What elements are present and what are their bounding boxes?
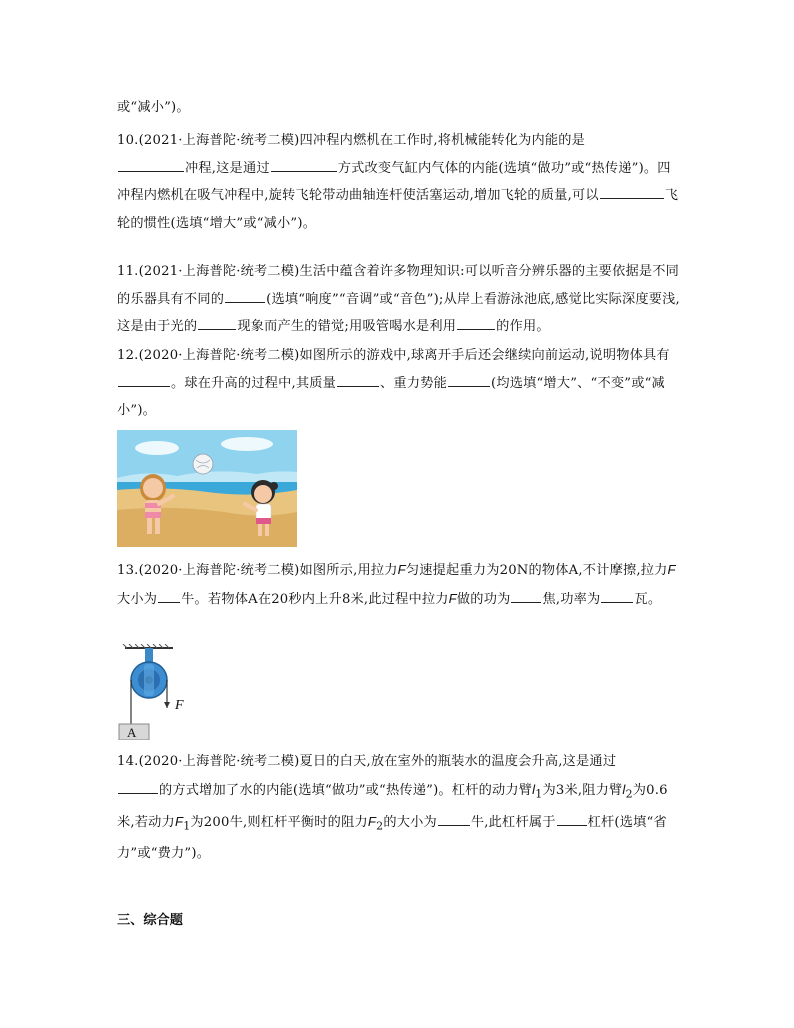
answer-blank[interactable] [448,372,490,387]
answer-blank[interactable] [271,157,337,172]
question-source: (2021·上海普陀·统考二模) [138,133,300,148]
answer-blank[interactable] [511,588,541,603]
continued-line: 或“减小”)。 [117,100,190,115]
question-11: 11.(2021·上海普陀·统考二模)生活中蕴含着许多物理知识:可以听音分辨乐器的主要依据是不同的乐器具有不同的 (选填“响度”“音调”或“音色”);从岸上看游泳池底,感觉比实际深度要浅,这是由于光的 现象而产生的错觉;用吸管喝水是利用 的作用。 [117,264,680,334]
question-12: 12.(2020·上海普陀·统考二模)如图所示的游戏中,球离开手后还会继续向前运动,说明物体具有。球在升高的过程中,其质量 、重力势能 (均选填“增大”、“不变”或“减小”)。 [117,348,670,418]
answer-blank[interactable] [158,588,180,603]
section-heading: 三、综合题 [117,913,183,928]
question-source: (2020·上海普陀·统考二模) [138,348,300,363]
question-10: 10.(2021·上海普陀·统考二模)四冲程内燃机在工作时,将机械能转化为内能的是 冲程,这是通过 方式改变气缸内气体的内能(选填“做功”或“热传递”)。四冲程内燃机在吸气冲程中,旋转飞轮带动曲轴连杆使活塞运动,增加飞轮的质量,可以 飞轮的惯性(选填“增大”或“减小”)。 [117,133,679,231]
answer-blank[interactable] [118,372,170,387]
question-source: (2020·上海普陀·统考二模) [138,563,300,578]
answer-blank[interactable] [118,157,184,172]
answer-blank[interactable] [557,811,587,826]
answer-blank[interactable] [438,811,470,826]
question-13: 13.(2020·上海普陀·统考二模)如图所示,用拉力F匀速提起重力为20N的物体A,不计摩擦,拉力F大小为 牛。若物体A在20秒内上升8米,此过程中拉力F做的功为 焦,功率为 瓦。 [117,562,676,607]
answer-blank[interactable] [601,588,633,603]
question-14: 14.(2020·上海普陀·统考二模)夏日的白天,放在室外的瓶装水的温度会升高,这是通过 的方式增加了水的内能(选填“做功”或“热传递”)。杠杆的动力臂$l_1$为3米,阻力臂$l_2$为0.6米,若动力$F_1$为200牛,则杠杆平衡时的阻力$F_2$的大小为 牛,此杠杆属于 杠杆(选填“省力”或“费力”)。 [117,754,668,861]
pulley-diagram [117,644,197,740]
answer-blank[interactable] [118,779,158,794]
answer-blank[interactable] [457,315,495,330]
question-source: (2021·上海普陀·统考二模) [138,264,300,279]
answer-blank[interactable] [198,315,236,330]
force-label-F: F [175,698,184,713]
answer-blank[interactable] [337,372,379,387]
beach-volleyball-illustration [117,430,297,547]
question-source: (2020·上海普陀·统考二模) [138,754,300,769]
answer-blank[interactable] [225,288,265,303]
block-label-A: A [127,725,137,740]
answer-blank[interactable] [600,184,664,199]
